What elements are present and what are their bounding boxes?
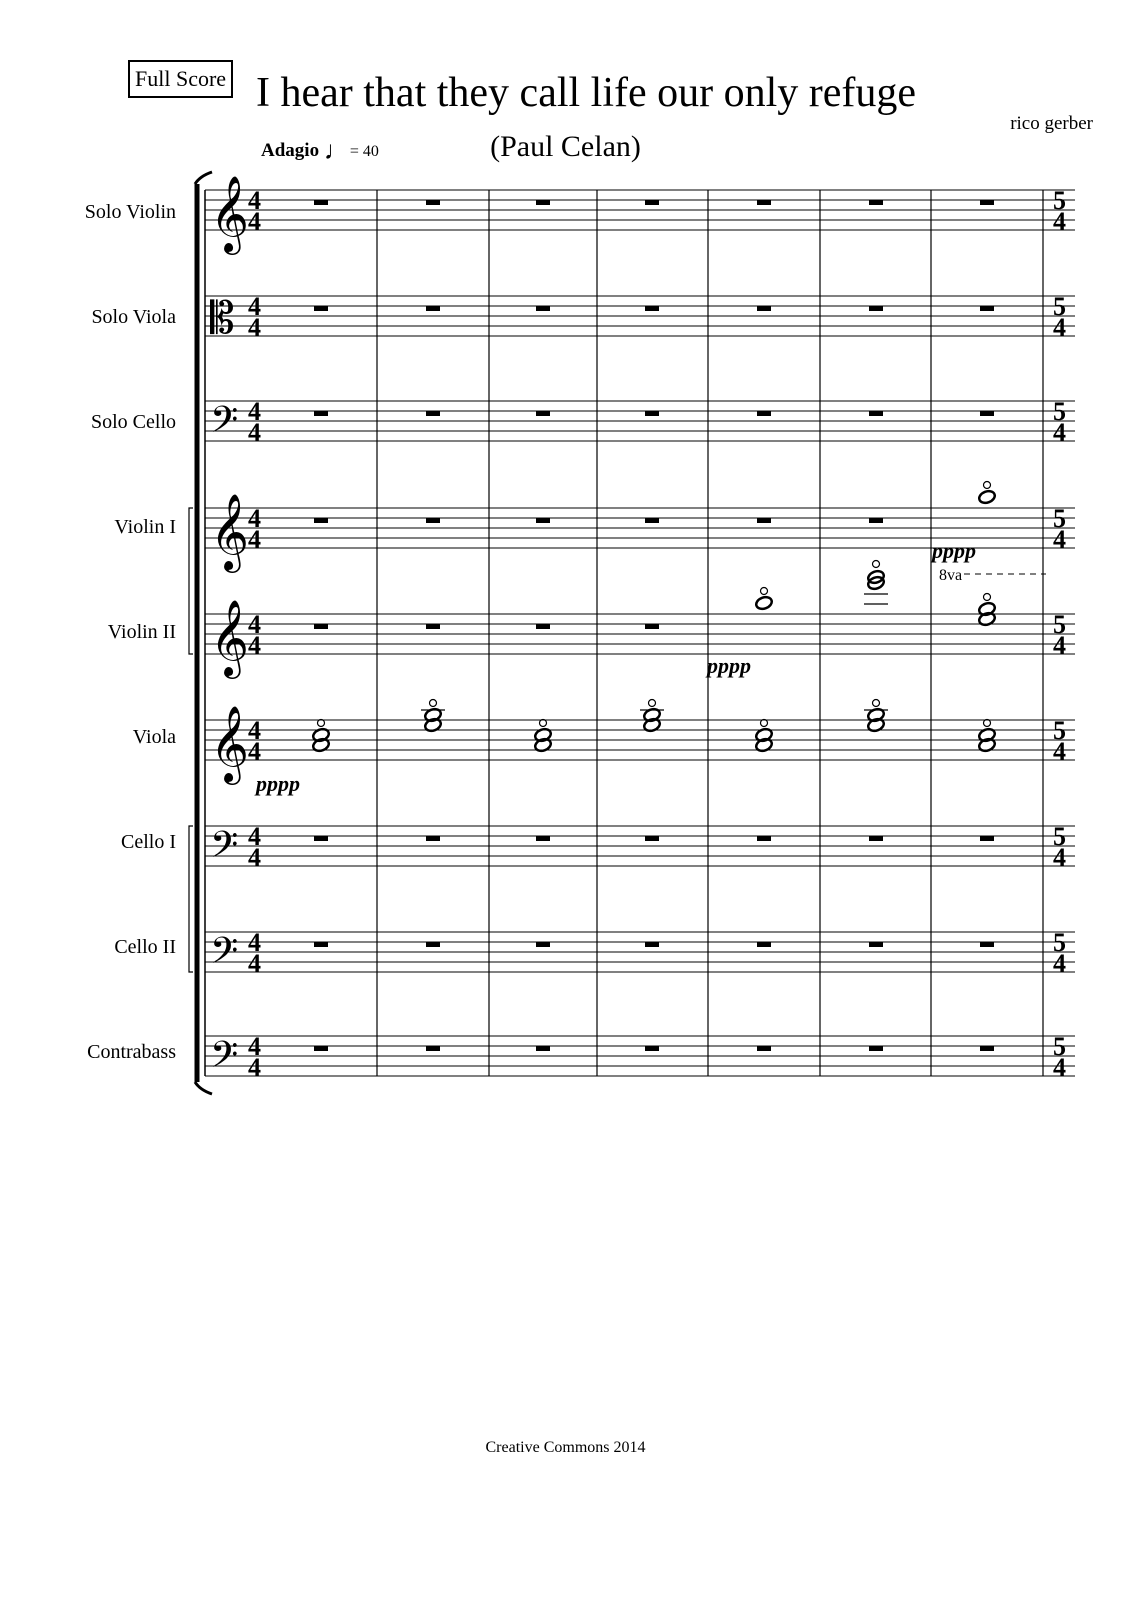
whole-rest xyxy=(869,411,883,416)
harmonic-circle xyxy=(873,700,880,707)
time-sig-bottom: 4 xyxy=(248,631,261,660)
bass-clef-icon: 𝄢 xyxy=(210,1034,239,1085)
time-sig-next-top: 5 xyxy=(1053,1032,1066,1061)
whole-rest xyxy=(426,411,440,416)
whole-rest xyxy=(536,200,550,205)
time-sig-next-bottom: 4 xyxy=(1053,843,1066,872)
staff-label-cello-2: Cello II xyxy=(114,936,176,958)
whole-note xyxy=(755,595,774,611)
whole-rest xyxy=(757,1046,771,1051)
staff-label-solo-violin: Solo Violin xyxy=(84,201,176,223)
whole-rest xyxy=(869,836,883,841)
whole-rest xyxy=(869,942,883,947)
tempo-text: Adagio xyxy=(261,140,320,161)
whole-rest xyxy=(536,306,550,311)
time-sig-next-top: 5 xyxy=(1053,186,1066,215)
whole-rest xyxy=(426,306,440,311)
whole-rest xyxy=(869,306,883,311)
whole-rest xyxy=(314,1046,328,1051)
dynamic-pppp-violin-2: pppp xyxy=(707,653,751,678)
whole-rest xyxy=(314,306,328,311)
time-sig-top: 4 xyxy=(248,822,261,851)
whole-rest xyxy=(980,1046,994,1051)
whole-rest xyxy=(645,306,659,311)
tempo-bpm: = 40 xyxy=(349,143,379,160)
whole-rest xyxy=(757,411,771,416)
whole-rest xyxy=(426,1046,440,1051)
whole-rest xyxy=(314,836,328,841)
piece-title: I hear that they call life our only refuge xyxy=(256,70,917,116)
whole-rest xyxy=(645,836,659,841)
whole-rest xyxy=(869,518,883,523)
whole-rest xyxy=(645,200,659,205)
footer-copyright: Creative Commons 2014 xyxy=(485,1439,646,1456)
staff-label-viola: Viola xyxy=(132,726,176,748)
alto-clef-icon: 𝄡 xyxy=(210,293,235,344)
time-sig-top: 4 xyxy=(248,504,261,533)
time-sig-next-top: 5 xyxy=(1053,716,1066,745)
bass-clef-icon: 𝄢 xyxy=(210,399,239,450)
quarter-note-icon: ♩ xyxy=(323,136,350,165)
rests xyxy=(314,200,994,1051)
time-sig-next-bottom: 4 xyxy=(1053,737,1066,766)
piece-subtitle: (Paul Celan) xyxy=(490,130,641,163)
clefs xyxy=(210,175,249,1085)
whole-rest xyxy=(757,200,771,205)
harmonic-circle xyxy=(984,594,991,601)
time-sig-next-top: 5 xyxy=(1053,397,1066,426)
bass-clef-icon: 𝄢 xyxy=(210,930,239,981)
whole-rest xyxy=(426,518,440,523)
whole-rest xyxy=(869,1046,883,1051)
bass-clef-icon: 𝄢 xyxy=(210,824,239,875)
harmonic-circle xyxy=(540,720,547,727)
whole-rest xyxy=(536,942,550,947)
whole-rest xyxy=(314,518,328,523)
whole-rest xyxy=(536,411,550,416)
time-sig-next-top: 5 xyxy=(1053,504,1066,533)
whole-rest xyxy=(757,942,771,947)
time-sig-next-bottom: 4 xyxy=(1053,1053,1066,1082)
time-sig-bottom: 4 xyxy=(248,525,261,554)
barlines xyxy=(205,190,1043,1076)
time-sig-bottom: 4 xyxy=(248,949,261,978)
treble-clef-icon: 𝄞 xyxy=(210,705,250,782)
time-sig-top: 4 xyxy=(248,610,261,639)
time-sig-next-bottom: 4 xyxy=(1053,525,1066,554)
time-sig-next-bottom: 4 xyxy=(1053,207,1066,236)
whole-rest xyxy=(536,518,550,523)
time-sig-next-top: 5 xyxy=(1053,292,1066,321)
time-sig-next-bottom: 4 xyxy=(1053,313,1066,342)
time-sig-top: 4 xyxy=(248,397,261,426)
treble-clef-icon: 𝄞 xyxy=(210,175,250,252)
treble-clef-icon: 𝄞 xyxy=(210,599,250,676)
whole-rest xyxy=(536,836,550,841)
time-sig-top: 4 xyxy=(248,928,261,957)
whole-rest xyxy=(536,624,550,629)
staff-label-cello-1: Cello I xyxy=(121,831,176,853)
time-sig-next-bottom: 4 xyxy=(1053,631,1066,660)
staff-label-solo-viola: Solo Viola xyxy=(91,306,176,328)
harmonic-circle xyxy=(873,561,880,568)
whole-note xyxy=(978,489,997,505)
staff-label-solo-cello: Solo Cello xyxy=(90,411,176,433)
time-sig-next-bottom: 4 xyxy=(1053,418,1066,447)
time-sig-bottom: 4 xyxy=(248,737,261,766)
whole-rest xyxy=(980,942,994,947)
whole-rest xyxy=(645,942,659,947)
whole-rest xyxy=(426,200,440,205)
time-sig-next-bottom: 4 xyxy=(1053,949,1066,978)
whole-rest xyxy=(757,518,771,523)
composer-name: rico gerber xyxy=(1010,113,1093,134)
time-sig-next-top: 5 xyxy=(1053,928,1066,957)
staff-label-violin-2: Violin II xyxy=(107,621,176,643)
time-sig-bottom: 4 xyxy=(248,1053,261,1082)
harmonic-circle xyxy=(430,700,437,707)
time-sig-top: 4 xyxy=(248,716,261,745)
time-sig-top: 4 xyxy=(248,292,261,321)
whole-rest xyxy=(314,624,328,629)
time-sig-next-top: 5 xyxy=(1053,610,1066,639)
time-sig-bottom: 4 xyxy=(248,843,261,872)
staff-lines xyxy=(205,190,1075,1076)
time-sig-top: 4 xyxy=(248,186,261,215)
whole-rest xyxy=(314,942,328,947)
harmonic-circle xyxy=(761,720,768,727)
dynamic-pppp-viola: pppp xyxy=(256,771,300,796)
harmonic-circle xyxy=(984,720,991,727)
whole-rest xyxy=(645,624,659,629)
staff-label-contrabass: Contrabass xyxy=(87,1041,176,1063)
harmonic-circle xyxy=(761,588,768,595)
full-score-label: Full Score xyxy=(128,60,233,98)
whole-rest xyxy=(426,836,440,841)
whole-rest xyxy=(536,1046,550,1051)
whole-rest xyxy=(314,411,328,416)
whole-rest xyxy=(869,200,883,205)
treble-clef-icon: 𝄞 xyxy=(210,493,250,570)
time-sig-bottom: 4 xyxy=(248,418,261,447)
whole-rest xyxy=(426,942,440,947)
harmonic-circle xyxy=(984,482,991,489)
whole-rest xyxy=(426,624,440,629)
staff-label-violin-1: Violin I xyxy=(114,516,176,538)
whole-rest xyxy=(980,411,994,416)
section-bracket xyxy=(189,826,193,972)
section-bracket xyxy=(189,508,193,654)
whole-rest xyxy=(980,836,994,841)
whole-rest xyxy=(645,518,659,523)
whole-rest xyxy=(645,1046,659,1051)
brackets xyxy=(189,172,212,1094)
time-sig-top: 4 xyxy=(248,1032,261,1061)
harmonic-circle xyxy=(318,720,325,727)
whole-rest xyxy=(757,836,771,841)
whole-rest xyxy=(757,306,771,311)
harmonic-circle xyxy=(649,700,656,707)
whole-rest xyxy=(314,200,328,205)
time-sig-next-top: 5 xyxy=(1053,822,1066,851)
time-sig-bottom: 4 xyxy=(248,207,261,236)
time-sig-bottom: 4 xyxy=(248,313,261,342)
whole-rest xyxy=(980,200,994,205)
whole-rest xyxy=(645,411,659,416)
whole-rest xyxy=(980,306,994,311)
octave-mark: 8va xyxy=(939,567,963,584)
dynamic-pppp-violin-1: pppp xyxy=(932,538,976,563)
